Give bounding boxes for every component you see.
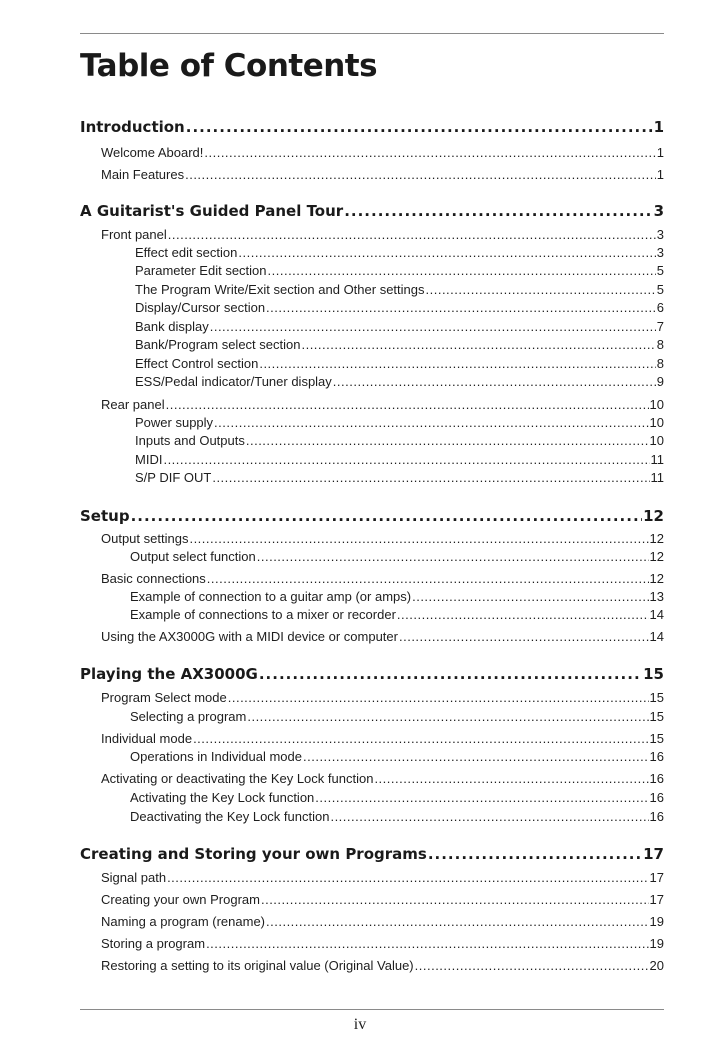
toc-entry[interactable]: Display/Cursor section ..... 6 <box>135 300 664 315</box>
toc-entry[interactable]: Selecting a program ..... 15 <box>130 709 664 724</box>
toc-entry[interactable]: Example of connection to a guitar amp (or amps) ..... 13 <box>130 589 664 604</box>
toc-entry[interactable]: ESS/Pedal indicator/Tuner display ..... 9 <box>135 374 664 389</box>
toc-entry[interactable]: Basic connections ..... 12 <box>101 571 664 586</box>
toc-entry[interactable]: Front panel ..... 3 <box>101 227 664 242</box>
page-title: Table of Contents <box>80 48 378 84</box>
toc-entry-section[interactable]: Playing the AX3000G ..... 15 <box>80 665 664 683</box>
toc-entry[interactable]: Activating or deactivating the Key Lock function ..... 16 <box>101 771 664 786</box>
toc-entry[interactable]: Program Select mode ..... 15 <box>101 690 664 705</box>
toc-entry[interactable]: MIDI ..... 11 <box>135 452 664 467</box>
toc-entry[interactable]: Storing a program ..... 19 <box>101 936 664 951</box>
toc-entry[interactable]: Inputs and Outputs ..... 10 <box>135 433 664 448</box>
toc-entry[interactable]: Bank display ..... 7 <box>135 319 664 334</box>
toc-entry[interactable]: Restoring a setting to its original value (Original Value) ..... 20 <box>101 958 664 973</box>
page-number: iv <box>353 1016 367 1033</box>
toc-entry[interactable]: S/P DIF OUT ..... 11 <box>135 470 664 485</box>
toc-entry-section[interactable]: Introduction ..... 1 <box>80 118 664 136</box>
bottom-rule <box>80 1009 664 1010</box>
toc-entry-section[interactable]: A Guitarist's Guided Panel Tour ..... 3 <box>80 202 664 220</box>
toc-entry[interactable]: Deactivating the Key Lock function ..... 16 <box>130 809 664 824</box>
toc-entry[interactable]: Welcome Aboard! ..... 1 <box>101 145 664 160</box>
toc-entry-section[interactable]: Setup ..... 12 <box>80 507 664 525</box>
toc-entry[interactable]: Rear panel ..... 10 <box>101 397 664 412</box>
toc-entry[interactable]: Effect Control section ..... 8 <box>135 356 664 371</box>
toc-entry[interactable]: Parameter Edit section ..... 5 <box>135 263 664 278</box>
toc-entry[interactable]: Bank/Program select section ..... 8 <box>135 337 664 352</box>
toc-entry[interactable]: The Program Write/Exit section and Other settings ..... 5 <box>135 282 664 297</box>
toc-entry[interactable]: Activating the Key Lock function ..... 16 <box>130 790 664 805</box>
toc-entry[interactable]: Power supply ..... 10 <box>135 415 664 430</box>
toc-entry[interactable]: Operations in Individual mode ..... 16 <box>130 749 664 764</box>
toc-entry[interactable]: Main Features ..... 1 <box>101 167 664 182</box>
toc-entry[interactable]: Individual mode ..... 15 <box>101 731 664 746</box>
top-rule <box>80 33 664 34</box>
toc-entry[interactable]: Example of connections to a mixer or recorder ..... 14 <box>130 607 664 622</box>
toc-entry[interactable]: Signal path ..... 17 <box>101 870 664 885</box>
toc-entry[interactable]: Using the AX3000G with a MIDI device or computer ..... 14 <box>101 629 664 644</box>
toc-entry[interactable]: Creating your own Program ..... 17 <box>101 892 664 907</box>
toc-entry[interactable]: Output select function ..... 12 <box>130 549 664 564</box>
toc-entry[interactable]: Naming a program (rename) ..... 19 <box>101 914 664 929</box>
toc-entry-section[interactable]: Creating and Storing your own Programs ..... 17 <box>80 845 664 863</box>
toc-entry[interactable]: Effect edit section ..... 3 <box>135 245 664 260</box>
toc-entry[interactable]: Output settings ..... 12 <box>101 531 664 546</box>
